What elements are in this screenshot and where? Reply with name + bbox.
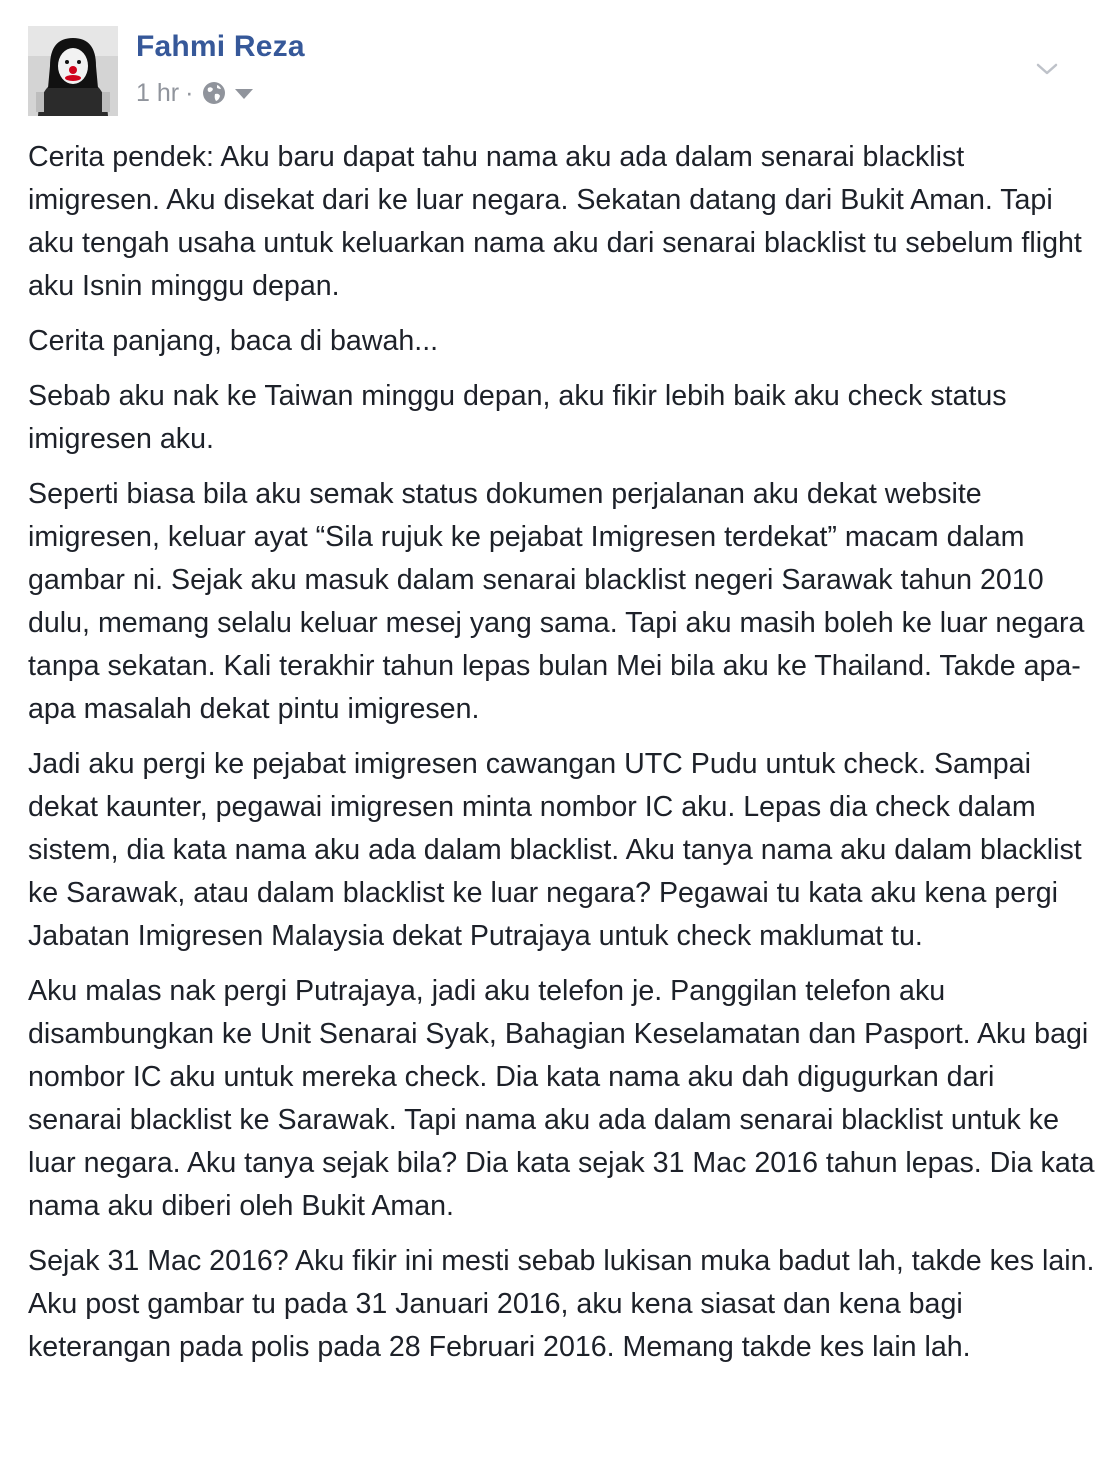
globe-icon — [201, 80, 227, 106]
chevron-down-icon[interactable] — [1034, 56, 1060, 82]
post-paragraph: Sebab aku nak ke Taiwan minggu depan, aku fikir lebih baik aku check status imigresen aku. — [28, 380, 1007, 455]
post-paragraph: Seperti biasa bila aku semak status dokumen perjalanan aku dekat website imigresen, keluar ayat “Sila rujuk ke pejabat Imigresen terdekat” macam dalam gambar ni. Sejak aku masuk dalam senarai blacklist negeri Sarawak tahun 2010 dulu, memang selalu keluar mesej yang sama. Tapi aku masih boleh ke luar negara tanpa sekatan. Kali terakhir tahun lepas bulan Mei bila aku ke Thailand. Takde apa-apa masalah dekat pintu imigresen. — [28, 478, 1085, 725]
post-body — [28, 136, 1096, 1381]
post-paragraph: Aku malas nak pergi Putrajaya, jadi aku telefon je. Panggilan telefon aku disambungkan ke Unit Senarai Syak, Bahagian Keselamatan dan Pasport. Aku bagi nombor IC aku untuk mereka check. Dia kata nama aku dah digugurkan dari senarai blacklist ke Sarawak. Tapi nama aku ada dalam senarai blacklist untuk ke luar negara. Aku tanya sejak bila? Dia kata sejak 31 Mac 2016 tahun lepas. Dia kata nama aku diberi oleh Bukit Aman. — [28, 975, 1095, 1222]
post-timestamp[interactable]: 1 hr — [136, 78, 180, 107]
post-header — [28, 26, 1088, 116]
avatar[interactable] — [28, 26, 118, 116]
post-paragraph: Jadi aku pergi ke pejabat imigresen cawangan UTC Pudu untuk check. Sampai dekat kaunter, pegawai imigresen minta nombor IC aku. Lepas dia check dalam sistem, dia kata nama aku ada dalam blacklist. Aku tanya nama aku dalam blacklist ke Sarawak, atau dalam blacklist ke luar negara? Pegawai tu kata aku kena pergi Jabatan Imigresen Malaysia dekat Putrajaya untuk check maklumat tu. — [28, 748, 1082, 952]
author-name[interactable]: Fahmi Reza — [136, 30, 305, 63]
meta-separator: · — [185, 78, 194, 107]
post-paragraph: Sejak 31 Mac 2016? Aku fikir ini mesti sebab lukisan muka badut lah, takde kes lain. Aku post gambar tu pada 31 Januari 2016, aku kena siasat dan kena bagi keterangan pada polis pada 28 Februari 2016. Memang takde kes lain lah. — [28, 1245, 1095, 1363]
post-paragraph: Cerita panjang, baca di bawah... — [28, 325, 439, 357]
caret-down-icon[interactable] — [235, 89, 253, 99]
post-paragraph: Cerita pendek: Aku baru dapat tahu nama aku ada dalam senarai blacklist imigresen. Aku disekat dari ke luar negara. Sekatan datang dari Bukit Aman. Tapi aku tengah usaha untuk keluarkan nama aku dari senarai blacklist tu sebelum flight aku Isnin minggu depan. — [28, 141, 1082, 302]
post-meta — [136, 78, 253, 108]
